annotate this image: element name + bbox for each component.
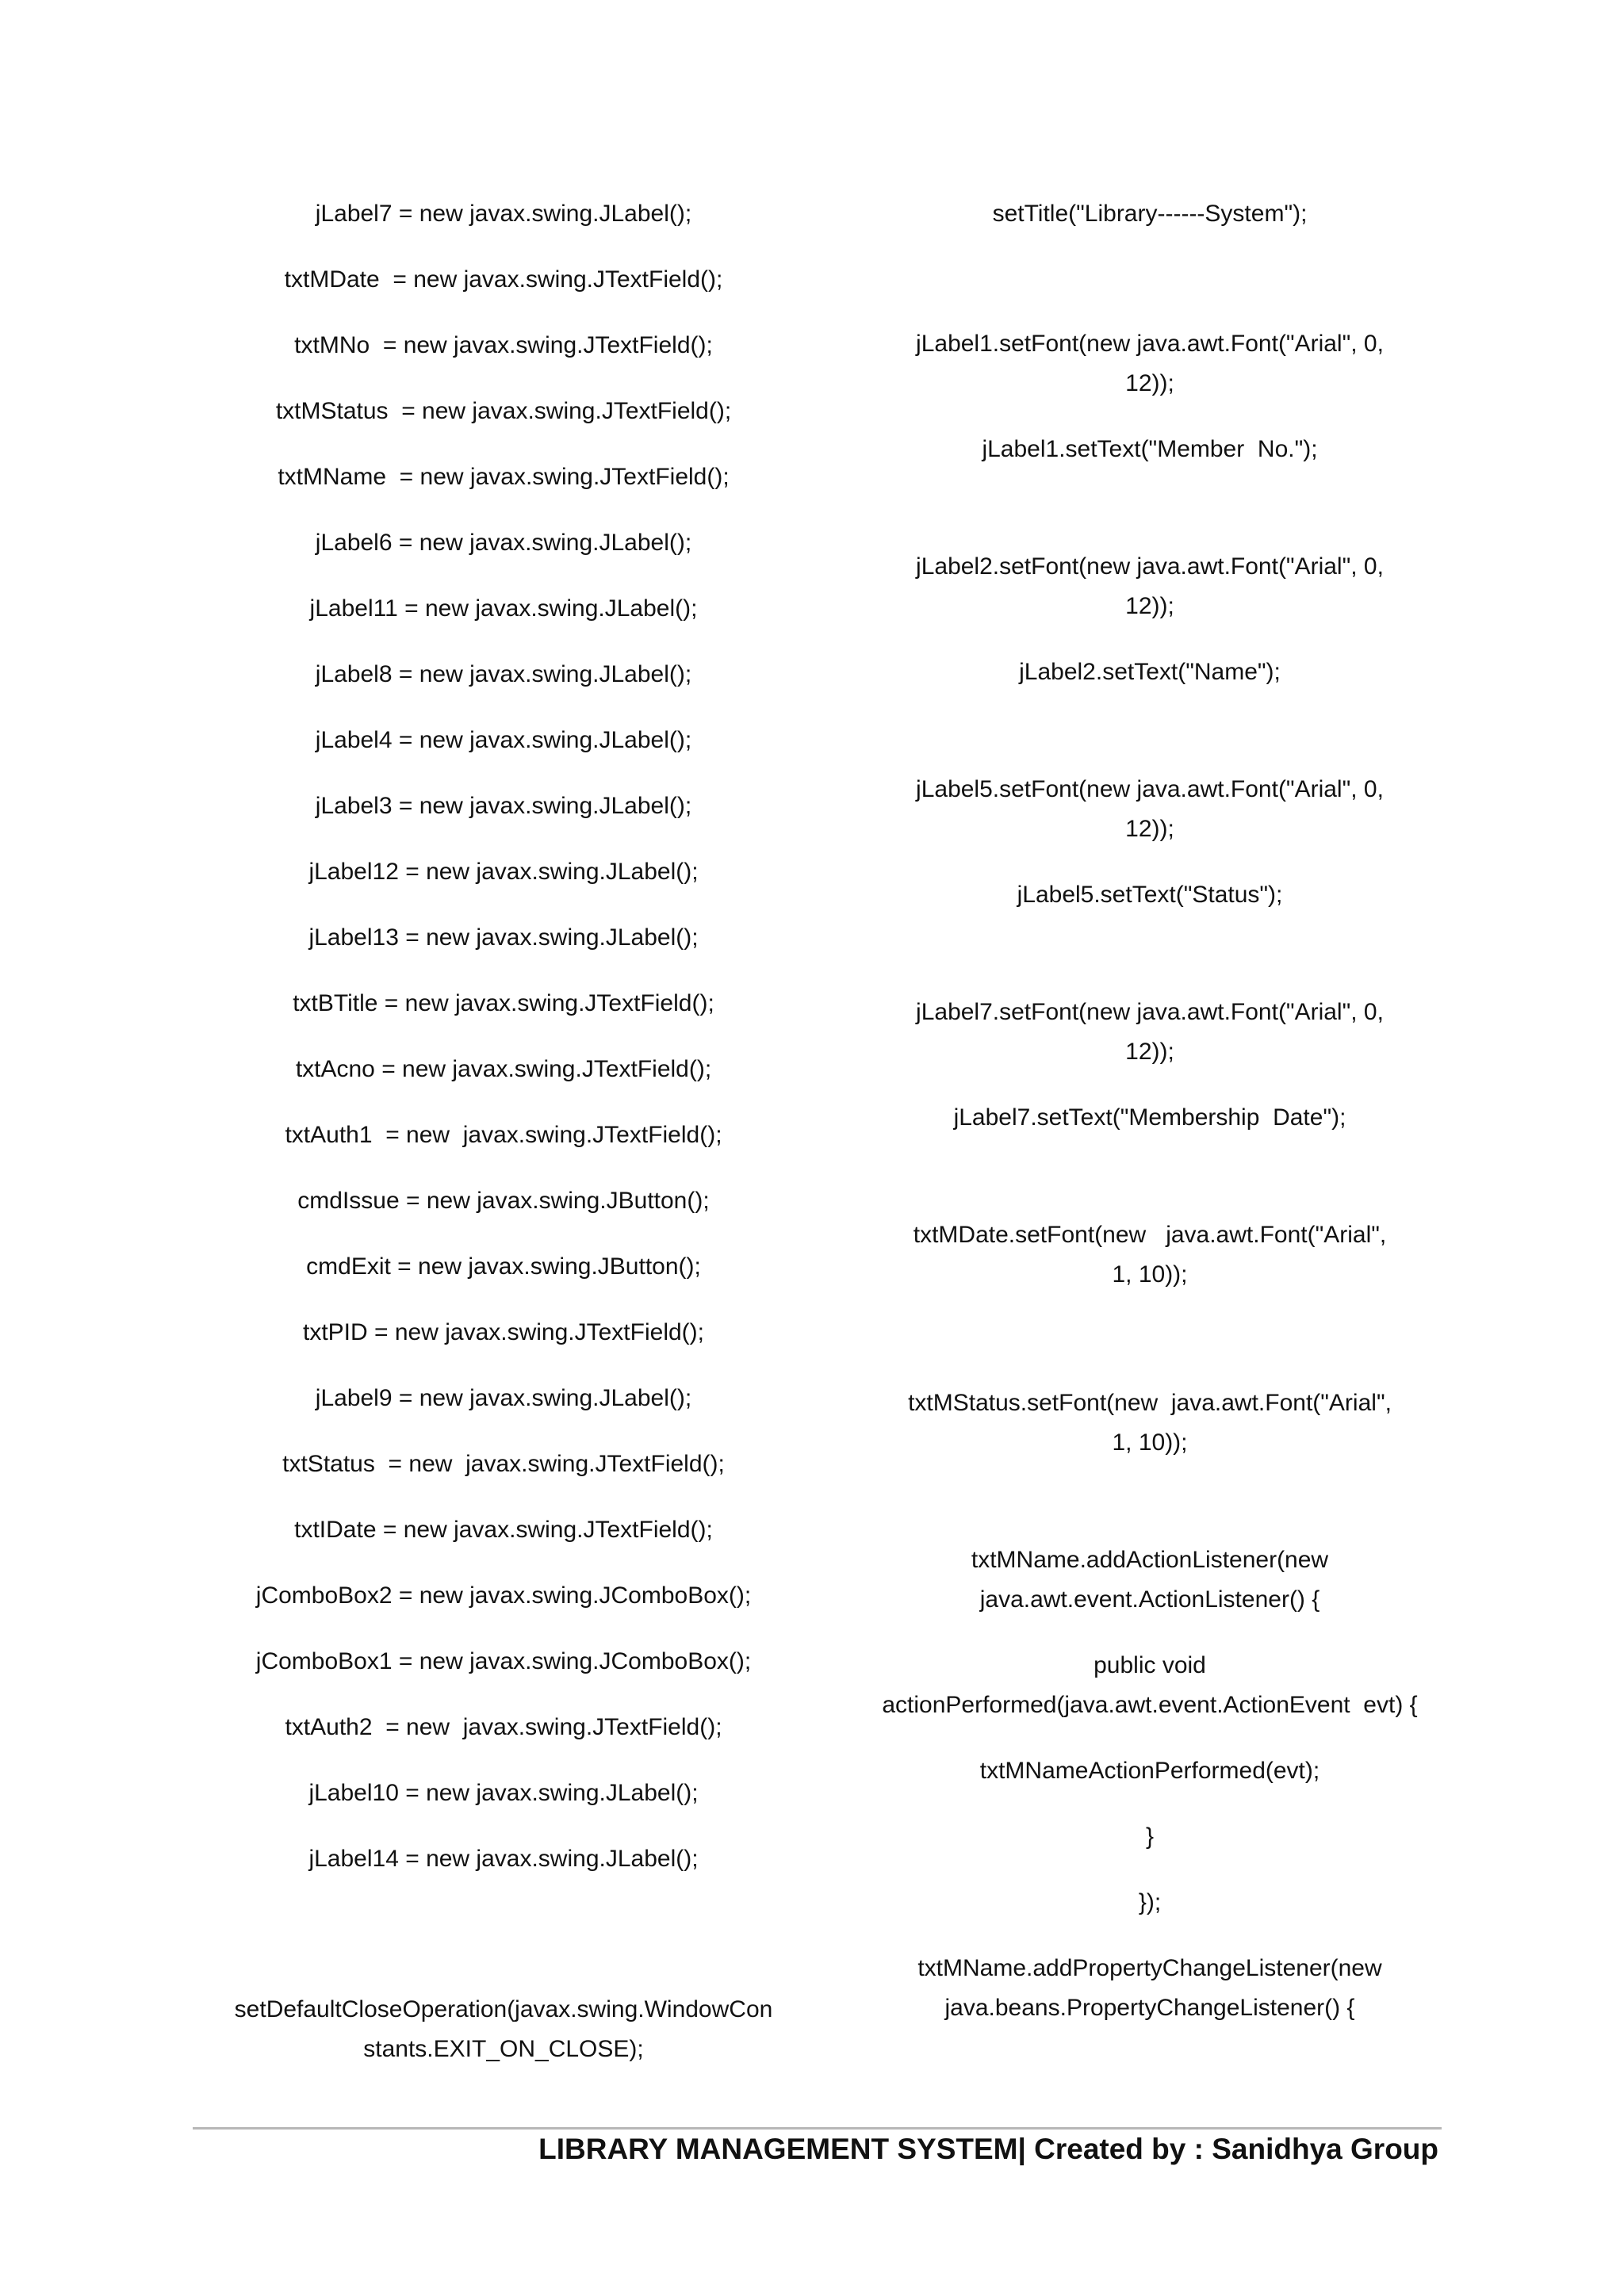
code-line: jLabel5.setFont(new java.awt.Font("Arial", 0, 12));: [916, 776, 1384, 842]
page-footer: LIBRARY MANAGEMENT SYSTEM| Created by : Sanidhya Group: [538, 2133, 1438, 2165]
spacer: [190, 1905, 817, 1990]
code-line: txtMStatus.setFont(new java.awt.Font("Arial", 1, 10));: [908, 1390, 1392, 1456]
code-line: jLabel10 = new javax.swing.JLabel();: [308, 1780, 699, 1806]
code-line: jLabel3 = new javax.swing.JLabel();: [315, 793, 692, 819]
spacer: [856, 849, 1443, 875]
code-line: cmdIssue = new javax.swing.JButton();: [297, 1188, 710, 1214]
spacer: [856, 1138, 1443, 1215]
code-line: jLabel1.setText("Member No.");: [982, 436, 1318, 462]
spacer: [856, 1791, 1443, 1817]
code-line: jLabel8 = new javax.swing.JLabel();: [315, 661, 692, 687]
spacer: [856, 1072, 1443, 1098]
code-line: txtMName.addPropertyChangeListener(new java.beans.PropertyChangeListener() {: [917, 1955, 1382, 2021]
code-line: txtMNo = new javax.swing.JTextField();: [294, 332, 713, 358]
code-line: jLabel11 = new javax.swing.JLabel();: [309, 595, 698, 622]
spacer: [856, 1463, 1443, 1540]
code-line: txtPID = new javax.swing.JTextField();: [302, 1319, 704, 1345]
code-line: txtMName = new javax.swing.JTextField();: [278, 464, 730, 490]
spacer: [856, 1923, 1443, 1949]
code-line: txtMStatus = new javax.swing.JTextField();: [275, 398, 732, 424]
spacer: [856, 626, 1443, 652]
code-line: public void actionPerformed(java.awt.event.ActionEvent evt) {: [882, 1652, 1418, 1718]
code-line: txtIDate = new javax.swing.JTextField();: [294, 1517, 713, 1543]
spacer: [856, 692, 1443, 770]
code-line: }: [1145, 1823, 1155, 1850]
code-line: jLabel7 = new javax.swing.JLabel();: [315, 201, 692, 227]
code-line: txtAuth2 = new javax.swing.JTextField();: [285, 1714, 722, 1740]
code-line: txtMName.addActionListener(new java.awt.event.ActionListener() {: [971, 1547, 1329, 1613]
code-line: jLabel14 = new javax.swing.JLabel();: [308, 1846, 699, 1872]
code-line: txtMNameActionPerformed(evt);: [979, 1758, 1320, 1784]
code-line: jLabel5.setText("Status");: [1017, 882, 1283, 908]
spacer: [856, 1620, 1443, 1646]
code-line: jLabel7.setFont(new java.awt.Font("Arial", 0, 12));: [916, 999, 1384, 1065]
code-line: jLabel12 = new javax.swing.JLabel();: [308, 859, 699, 885]
footer-divider: [193, 2127, 1442, 2130]
spacer: [856, 469, 1443, 547]
code-line: jLabel2.setText("Name");: [1019, 659, 1281, 685]
code-line: });: [1138, 1889, 1162, 1915]
code-line: jLabel7.setText("Membership Date");: [953, 1104, 1346, 1131]
spacer: [856, 404, 1443, 430]
code-line: jLabel2.setFont(new java.awt.Font("Arial", 0, 12));: [916, 553, 1384, 619]
code-line: jLabel9 = new javax.swing.JLabel();: [315, 1385, 692, 1411]
left-code-column: [190, 194, 817, 2069]
spacer: [856, 1725, 1443, 1751]
code-line: txtMDate.setFont(new java.awt.Font("Arial", 1, 10));: [913, 1222, 1387, 1288]
code-line: txtAcno = new javax.swing.JTextField();: [295, 1056, 712, 1082]
spacer: [856, 1295, 1443, 1383]
code-line: jLabel1.setFont(new java.awt.Font("Arial", 0, 12));: [916, 331, 1384, 396]
code-line: setDefaultCloseOperation(javax.swing.WindowCon stants.EXIT_ON_CLOSE);: [234, 1996, 773, 2062]
code-line: jComboBox2 = new javax.swing.JComboBox();: [255, 1582, 752, 1609]
spacer: [856, 234, 1443, 324]
spacer: [856, 1857, 1443, 1883]
code-line: cmdExit = new javax.swing.JButton();: [306, 1253, 701, 1280]
code-line: jLabel6 = new javax.swing.JLabel();: [315, 530, 692, 556]
right-code-column: [856, 194, 1443, 2028]
spacer: [856, 915, 1443, 993]
code-line: jLabel13 = new javax.swing.JLabel();: [308, 924, 699, 951]
code-line: setTitle("Library------System");: [992, 201, 1308, 227]
code-line: jComboBox1 = new javax.swing.JComboBox();: [255, 1648, 752, 1674]
code-line: txtMDate = new javax.swing.JTextField();: [284, 266, 723, 293]
code-line: jLabel4 = new javax.swing.JLabel();: [315, 727, 692, 753]
code-line: txtAuth1 = new javax.swing.JTextField();: [285, 1122, 722, 1148]
code-line: txtBTitle = new javax.swing.JTextField();: [293, 990, 714, 1016]
code-line: txtStatus = new javax.swing.JTextField();: [282, 1451, 725, 1477]
